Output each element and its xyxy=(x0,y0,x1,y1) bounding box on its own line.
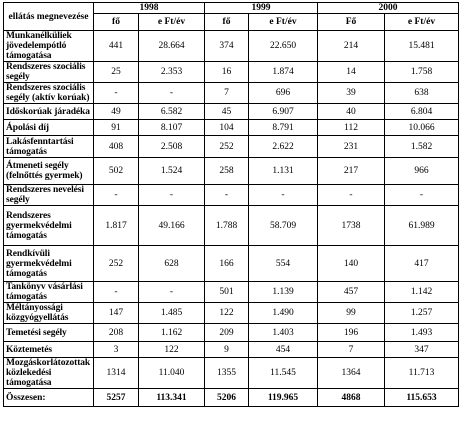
table-cell: 252 xyxy=(94,246,139,282)
table-cell: 1.493 xyxy=(385,324,459,342)
table-cell: 39 xyxy=(318,83,385,104)
table-cell: 252 xyxy=(205,136,249,158)
total-value: 115.653 xyxy=(385,389,459,407)
table-row xyxy=(4,246,459,282)
benefit-name: Rendkívüli gyermekvédelmi támogatás xyxy=(4,246,94,282)
table-cell: 7 xyxy=(318,342,385,358)
table-cell: 628 xyxy=(139,246,205,282)
table-cell: 1.139 xyxy=(249,282,318,303)
total-value: 113.341 xyxy=(139,389,205,407)
table-cell: 1738 xyxy=(318,206,385,246)
table-cell: 2.622 xyxy=(249,136,318,158)
table-cell: 8.107 xyxy=(139,120,205,136)
benefit-name: Rendszeres szociális segély (aktív korúak) xyxy=(4,83,94,104)
table-cell: - xyxy=(94,185,139,206)
table-cell: 1.582 xyxy=(385,136,459,158)
table-cell: 2.353 xyxy=(139,62,205,83)
table-cell: 122 xyxy=(139,342,205,358)
table-cell: 14 xyxy=(318,62,385,83)
table-cell: 22.650 xyxy=(249,31,318,62)
table-cell: 3 xyxy=(94,342,139,358)
total-row xyxy=(4,389,459,407)
table-cell: 374 xyxy=(205,31,249,62)
table-cell: 1.131 xyxy=(249,158,318,185)
table-cell: 15.481 xyxy=(385,31,459,62)
table-cell: 49 xyxy=(94,104,139,120)
table-cell: 49.166 xyxy=(139,206,205,246)
table-row xyxy=(4,324,459,342)
table-cell: 6.582 xyxy=(139,104,205,120)
table-cell: 1355 xyxy=(205,358,249,389)
table-cell: 45 xyxy=(205,104,249,120)
year-header-1998: 1998 xyxy=(94,3,205,14)
benefit-name: Időskorúak járadéka xyxy=(4,104,94,120)
table-cell: 258 xyxy=(205,158,249,185)
table-cell: 40 xyxy=(318,104,385,120)
table-row xyxy=(4,31,459,62)
table-cell: 91 xyxy=(94,120,139,136)
table-header xyxy=(4,3,459,31)
table-row xyxy=(4,358,459,389)
table-cell: 99 xyxy=(318,303,385,324)
table-cell: 104 xyxy=(205,120,249,136)
table-cell: 11.545 xyxy=(249,358,318,389)
table-row xyxy=(4,303,459,324)
total-value: 5257 xyxy=(94,389,139,407)
table-cell: 28.664 xyxy=(139,31,205,62)
subheader-persons-1999: fő xyxy=(205,14,249,31)
table-cell: - xyxy=(94,282,139,303)
table-cell: 140 xyxy=(318,246,385,282)
table-cell: 502 xyxy=(94,158,139,185)
table-cell: 9 xyxy=(205,342,249,358)
table-cell: - xyxy=(94,83,139,104)
table-cell: 147 xyxy=(94,303,139,324)
table-cell: 1.142 xyxy=(385,282,459,303)
table-cell: 6.804 xyxy=(385,104,459,120)
benefit-name: Méltányossági közgyógyellátás xyxy=(4,303,94,324)
table-cell: 11.040 xyxy=(139,358,205,389)
table-cell: 1.874 xyxy=(249,62,318,83)
benefit-name: Temetési segély xyxy=(4,324,94,342)
table-cell: - xyxy=(139,282,205,303)
table-row xyxy=(4,206,459,246)
table-row xyxy=(4,282,459,303)
table-cell: 408 xyxy=(94,136,139,158)
subheader-amount-1999: e Ft/év xyxy=(249,14,318,31)
table-cell: 122 xyxy=(205,303,249,324)
table-cell: 209 xyxy=(205,324,249,342)
total-label: Összesen: xyxy=(4,389,94,407)
year-header-1999: 1999 xyxy=(205,3,318,14)
table-cell: 501 xyxy=(205,282,249,303)
table-cell: - xyxy=(318,185,385,206)
table-cell: 166 xyxy=(205,246,249,282)
table-cell: 112 xyxy=(318,120,385,136)
table-cell: 1314 xyxy=(94,358,139,389)
table-row xyxy=(4,158,459,185)
subheader-persons-2000: Fő xyxy=(318,14,385,31)
benefit-name: Ápolási díj xyxy=(4,120,94,136)
table-cell: 16 xyxy=(205,62,249,83)
total-value: 5206 xyxy=(205,389,249,407)
table-cell: 1.490 xyxy=(249,303,318,324)
benefit-name: Rendszeres gyermekvédelmi támogatás xyxy=(4,206,94,246)
column-header-benefit-name: ellátás megnevezése xyxy=(4,3,94,31)
table-cell: 457 xyxy=(318,282,385,303)
table-cell: - xyxy=(139,185,205,206)
table-row xyxy=(4,185,459,206)
table-cell: 6.907 xyxy=(249,104,318,120)
table-cell: 11.713 xyxy=(385,358,459,389)
table-row xyxy=(4,136,459,158)
table-cell: 454 xyxy=(249,342,318,358)
subheader-amount-2000: e Ft/év xyxy=(385,14,459,31)
table-cell: 966 xyxy=(385,158,459,185)
table-row xyxy=(4,104,459,120)
table-cell: - xyxy=(249,185,318,206)
table-cell: 1.162 xyxy=(139,324,205,342)
table-cell: 2.508 xyxy=(139,136,205,158)
table-cell: 196 xyxy=(318,324,385,342)
table-cell: 1.758 xyxy=(385,62,459,83)
table-cell: 1.403 xyxy=(249,324,318,342)
table-cell: 7 xyxy=(205,83,249,104)
benefits-table xyxy=(3,2,459,407)
table-cell: 208 xyxy=(94,324,139,342)
table-cell: 1.524 xyxy=(139,158,205,185)
table-cell: 217 xyxy=(318,158,385,185)
table-cell: 1.788 xyxy=(205,206,249,246)
table-cell: - xyxy=(385,185,459,206)
benefit-name: Lakásfenntartási támogatás xyxy=(4,136,94,158)
subheader-persons-1998: fő xyxy=(94,14,139,31)
benefit-name: Munkanélküliek jövedelempótló támogatása xyxy=(4,31,94,62)
table-cell: 1.257 xyxy=(385,303,459,324)
table-cell: - xyxy=(139,83,205,104)
subheader-amount-1998: e Ft/év xyxy=(139,14,205,31)
table-cell: - xyxy=(205,185,249,206)
table-cell: 1.817 xyxy=(94,206,139,246)
total-value: 119.965 xyxy=(249,389,318,407)
total-value: 4868 xyxy=(318,389,385,407)
table-cell: 10.066 xyxy=(385,120,459,136)
table-cell: 61.989 xyxy=(385,206,459,246)
table-cell: 554 xyxy=(249,246,318,282)
table-cell: 696 xyxy=(249,83,318,104)
table-cell: 347 xyxy=(385,342,459,358)
table-cell: 58.709 xyxy=(249,206,318,246)
benefit-name: Rendszeres szociális segély xyxy=(4,62,94,83)
benefit-name: Átmeneti segély (felnőttés gyermek) xyxy=(4,158,94,185)
benefit-name: Köztemetés xyxy=(4,342,94,358)
table-cell: 214 xyxy=(318,31,385,62)
table-cell: 441 xyxy=(94,31,139,62)
table-row xyxy=(4,120,459,136)
table-cell: 1364 xyxy=(318,358,385,389)
table-cell: 25 xyxy=(94,62,139,83)
table-cell: 638 xyxy=(385,83,459,104)
table-body xyxy=(4,31,459,389)
table-cell: 417 xyxy=(385,246,459,282)
benefit-name: Tankönyv vásárlási támogatás xyxy=(4,282,94,303)
table-cell: 231 xyxy=(318,136,385,158)
benefit-name: Mozgáskorlátozottak közlekedési támogatása xyxy=(4,358,94,389)
table-row xyxy=(4,342,459,358)
table-cell: 8.791 xyxy=(249,120,318,136)
table-row xyxy=(4,83,459,104)
year-header-2000: 2000 xyxy=(318,3,459,14)
table-cell: 1.485 xyxy=(139,303,205,324)
table-row xyxy=(4,62,459,83)
benefit-name: Rendszeres nevelési segély xyxy=(4,185,94,206)
